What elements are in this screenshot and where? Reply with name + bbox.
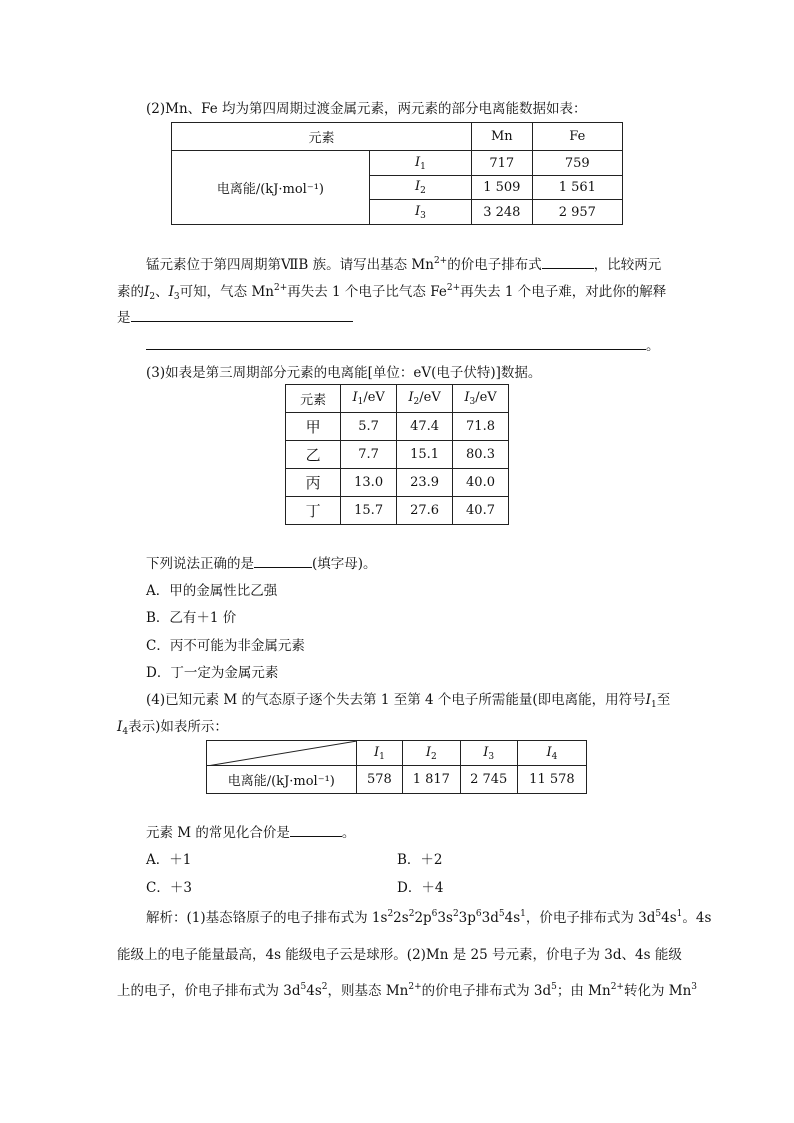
q2-fe-value: 1 561 bbox=[532, 176, 622, 200]
q2-line-3: 是 bbox=[117, 306, 353, 326]
q4-value: 2 745 bbox=[460, 766, 517, 794]
q3-cell: 23.9 bbox=[397, 469, 453, 497]
q3-cell: 27.6 bbox=[397, 497, 453, 525]
analysis-line-3: 上的电子，价电子排布式为 $3d^54s^2$，则基态 $Mn^{2+}$的价电子排布式为 $3d^5$；由 $Mn^{2+}$转化为 Mn$^3$ bbox=[117, 982, 698, 999]
q4-option-a[interactable]: A．＋1 bbox=[146, 852, 192, 868]
q3-cell: 80.3 bbox=[453, 441, 509, 469]
q3-cell: 5.7 bbox=[341, 413, 397, 441]
q3-cell: 15.7 bbox=[341, 497, 397, 525]
q4-value: 1 817 bbox=[403, 766, 460, 794]
q3-header-i3: $I_3/eV$ bbox=[453, 385, 509, 413]
q2-row-label: 电离能/(kJ·mol⁻¹) bbox=[172, 151, 370, 225]
q3-cell: 71.8 bbox=[453, 413, 509, 441]
q2-header-mn: Mn bbox=[471, 123, 532, 151]
q2-line-1: 锰元素位于第四周期第ⅦB 族。请写出基态 $Mn^{2+}$的价电子排布式 ，比较两元 bbox=[146, 256, 662, 273]
q2-table bbox=[171, 122, 623, 225]
q3-intro: (3)如表是第三周期部分元素的电离能[单位：eV(电子伏特)]数据。 bbox=[146, 365, 542, 381]
q3-row-name: 丙 bbox=[286, 469, 341, 497]
answer-blank[interactable] bbox=[146, 335, 646, 350]
q2-line-2: 素的$I_2$、$I_3$可知，气态 $Mn^{2+}$再失去 1 个电子比气态 $Fe^{2+}$再失去 1 个电子难，对此你的解释 bbox=[117, 283, 667, 302]
q3-option-d[interactable]: D．丁一定为金属元素 bbox=[146, 665, 279, 681]
q3-cell: 40.7 bbox=[453, 497, 509, 525]
q3-header-i1: $I_1/eV$ bbox=[341, 385, 397, 413]
q3-prompt: 下列说法正确的是 (填字母)。 bbox=[146, 552, 377, 572]
q3-option-a[interactable]: A．甲的金属性比乙强 bbox=[146, 583, 278, 599]
q2-mn-value: 3 248 bbox=[471, 200, 532, 225]
answer-blank[interactable] bbox=[254, 553, 312, 568]
q2-ion-label: $I_2$ bbox=[369, 176, 471, 200]
q2-ion-label: $I_3$ bbox=[369, 200, 471, 225]
q2-mn-value: 1 509 bbox=[471, 176, 532, 200]
q3-cell: 7.7 bbox=[341, 441, 397, 469]
answer-blank[interactable] bbox=[131, 307, 353, 322]
answer-blank[interactable] bbox=[290, 822, 342, 837]
q4-value: 578 bbox=[356, 766, 403, 794]
q4-diagonal-header-cell bbox=[207, 741, 357, 766]
q2-header-element: 元素 bbox=[172, 123, 472, 151]
q3-table bbox=[285, 384, 509, 525]
q3-cell: 13.0 bbox=[341, 469, 397, 497]
q4-intro-line-1: (4)已知元素 M 的气态原子逐个失去第 1 至第 4 个电子所需能量(即电离能，用符号$I_1$至 bbox=[146, 692, 671, 710]
diagonal-line bbox=[207, 741, 357, 766]
q4-option-c[interactable]: C．＋3 bbox=[146, 880, 192, 896]
q3-row-name: 丁 bbox=[286, 497, 341, 525]
q4-value: 11 578 bbox=[517, 766, 586, 794]
q2-mn-value: 717 bbox=[471, 151, 532, 176]
analysis-line-2: 能级上的电子能量最高，4s 能级电子云是球形。(2)Mn 是 25 号元素，价电子为 3d、4s 能级 bbox=[117, 947, 682, 963]
q2-fe-value: 759 bbox=[532, 151, 622, 176]
q3-header-element: 元素 bbox=[286, 385, 341, 413]
answer-blank[interactable] bbox=[542, 254, 594, 269]
q3-cell: 40.0 bbox=[453, 469, 509, 497]
q4-table bbox=[206, 740, 587, 794]
analysis-line-1: 解析：(1)基态铬原子的电子排布式为 $1s^22s^22p^63s^23p^63d^54s^1$，价电子排布式为 $3d^54s^1$。4s bbox=[146, 909, 712, 926]
q4-header-i1: $I_1$ bbox=[356, 741, 403, 766]
q4-prompt: 元素 M 的常见化合价是 。 bbox=[146, 821, 355, 841]
q4-option-d[interactable]: D．＋4 bbox=[397, 880, 444, 896]
q3-row-name: 甲 bbox=[286, 413, 341, 441]
q3-row-name: 乙 bbox=[286, 441, 341, 469]
q4-header-i2: $I_2$ bbox=[403, 741, 460, 766]
q3-cell: 47.4 bbox=[397, 413, 453, 441]
q2-ion-label: $I_1$ bbox=[369, 151, 471, 176]
q4-option-b[interactable]: B．＋2 bbox=[397, 852, 443, 868]
q4-header-i4: $I_4$ bbox=[517, 741, 586, 766]
q4-row-label: 电离能/(kJ·mol⁻¹) bbox=[207, 766, 357, 794]
q3-header-i2: $I_2/eV$ bbox=[397, 385, 453, 413]
q4-header-i3: $I_3$ bbox=[460, 741, 517, 766]
q3-cell: 15.1 bbox=[397, 441, 453, 469]
q4-intro-line-2: $I_4$表示)如表所示： bbox=[117, 719, 228, 737]
q2-fe-value: 2 957 bbox=[532, 200, 622, 225]
q2-intro: (2)Mn、Fe 均为第四周期过渡金属元素，两元素的部分电离能数据如表： bbox=[146, 101, 587, 117]
q3-option-c[interactable]: C．丙不可能为非金属元素 bbox=[146, 638, 305, 654]
q2-line-4: 。 bbox=[146, 334, 660, 354]
q3-option-b[interactable]: B．乙有＋1 价 bbox=[146, 610, 237, 626]
q2-header-fe: Fe bbox=[532, 123, 622, 151]
